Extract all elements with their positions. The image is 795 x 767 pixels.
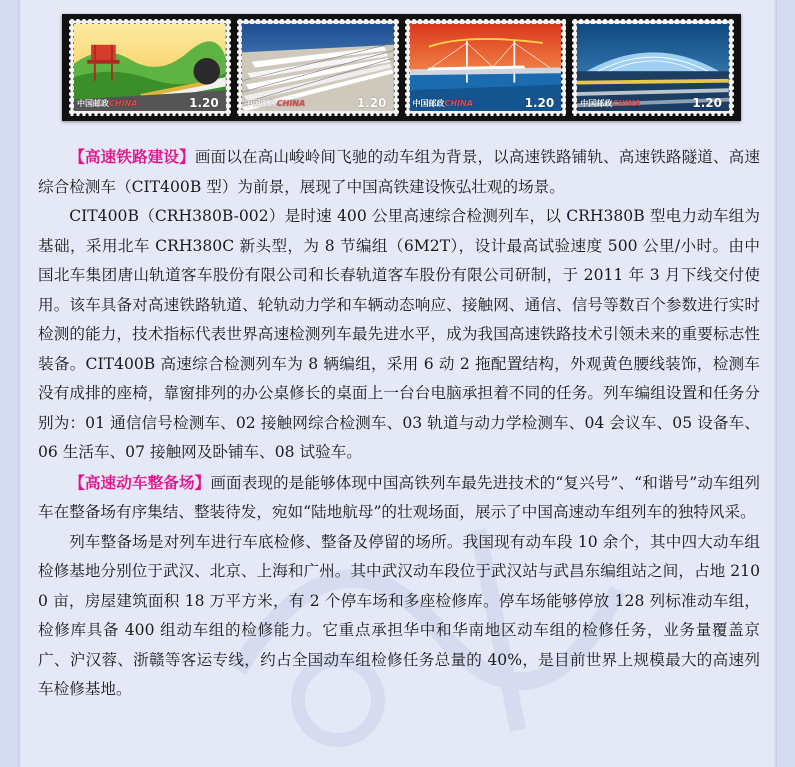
stamp-brand-label: 中国邮政CHINA: [412, 99, 473, 108]
paragraph-text: 画面以在高山峻岭间飞驰的动车组为背景，以高速铁路铺轨、高速铁路隧道、高速综合检测车（CIT400B 型）为前景，展现了中国高铁建设恢弘壮观的场景。: [38, 148, 760, 196]
article-body: [38, 142, 760, 705]
stamp-face-value: 1.20: [189, 96, 219, 110]
paragraph-text: CIT400B（CRH380B-002）是时速 400 公里高速综合检测列车，以 CRH380B 型电力动车组为基础，采用北车 CRH380C 新头型，为 8 节编组（6M2T），设计最高试验速度 500 公里/小时。由中国北车集团唐山轨道客车股份有限公司和长春轨道客车股份有限公司研制，于 2011 年 3 月下线交付使用。该车具备对高速铁路轨道、轮轨动力学和车辆动态响应、接触网、通信、信号等数百个参数进行实时检测的能力，技术指标代表世界高速检测列车最先进水平，成为我国高速铁路技术引领未来的重要标志性装备。CIT400B 高速综合检测列车为 8 辆编组，采用 6 动 2 拖配置结构，外观黄色腰线装饰，检测车没有成排的座椅，靠窗排列的办公桌修长的桌面上一台台电脑承担着不同的任务。列车编组设置和任务分别为：01 通信信号检测车、02 接触网综合检测车、03 轨道与动力学检测车、04 会议车、05 设备车、06 生活车、07 接触网及卧铺车、08 试验车。: [38, 207, 760, 461]
stamp-emu-depot: [237, 19, 399, 116]
stamp-bridge: [405, 19, 567, 116]
section-heading-rail-construction: 【高速铁路建设】: [69, 147, 195, 166]
stamp-face-value: 1.20: [356, 96, 387, 110]
stamp-brand-label: 中国邮政CHINA: [77, 99, 138, 108]
stamp-face-value: 1.20: [524, 96, 555, 110]
paragraph-cit400b: [38, 202, 760, 468]
document-page: [18, 0, 777, 767]
paragraph-depot-details: [38, 528, 760, 705]
stamp-strip-image: [62, 14, 741, 121]
stamp-brand-label: 中国邮政CHINA: [580, 99, 641, 108]
paragraph-text: 列车整备场是对列车进行车底检修、整备及停留的场所。我国现有动车段 10 余个，其中四大动车组检修基地分别位于武汉、北京、上海和广州。其中武汉动车段位于武汉站与武昌东编组站之间，占地 2100 亩，房屋建筑面积 18 万平方米，有 2 个停车场和多座检修库。停车场能够停放 128 列标准动车组，检修库具备 400 组动车组的检修能力。它重点承担华中和华南地区动车组的检修任务，业务量覆盖京广、沪汉蓉、浙赣等客运专线，约占全国动车组检修任务总量的 40%，是目前世界上规模最大的高速列车检修基地。: [38, 532, 760, 698]
paragraph-emu-depot: [38, 468, 760, 528]
stamp-brand-label: 中国邮政CHINA: [244, 99, 306, 108]
paragraph-text: 画面表现的是能够体现中国高铁列车最先进技术的“复兴号”、“和谐号”动车组列车在整备场有序集结、整装待发，宛如“陆地航母”的壮观场面，展示了中国高速动车组列车的独特风采。: [38, 473, 760, 521]
stamp-station: [572, 19, 734, 116]
section-heading-emu-depot: 【高速动车整备场】: [69, 472, 211, 492]
stamp-face-value: 1.20: [692, 96, 722, 110]
stamp-rail-construction: [69, 19, 231, 116]
paragraph-rail-construction: [38, 142, 760, 202]
